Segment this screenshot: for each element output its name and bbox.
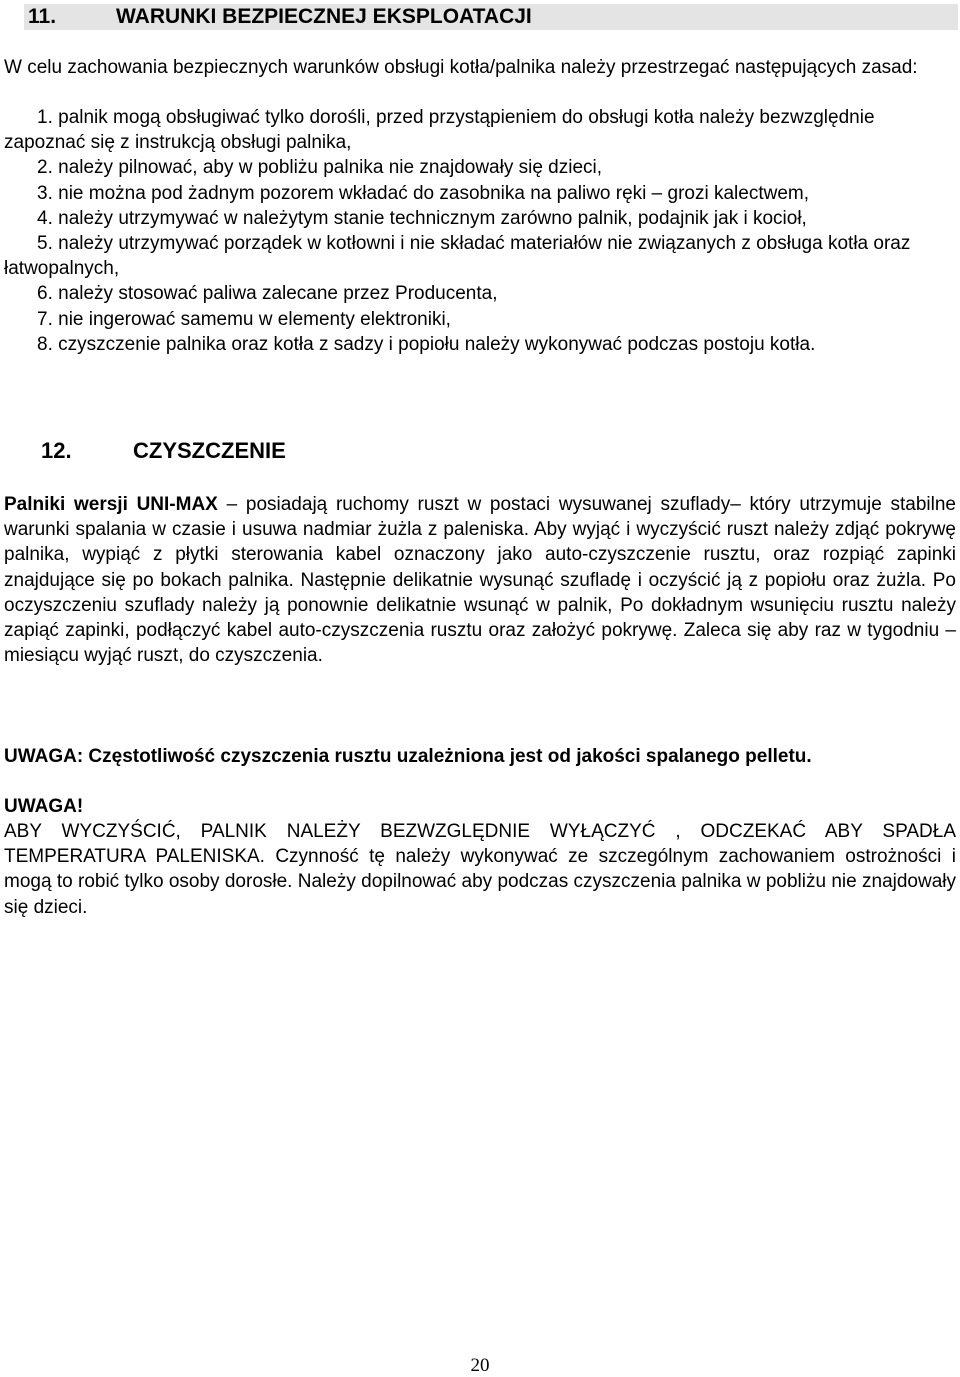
warning-text: ABY WYCZYŚCIĆ, PALNIK NALEŻY BEZWZGLĘDNIE WYŁĄCZYĆ , ODCZEKAĆ ABY SPADŁA TEMPERATURA PALENISKA. Czynność tę należy wykonywać ze szczególnym zachowaniem ostrożności i mogą to robić tylko osoby dorosłe. Należy dopilnować aby podczas czyszczenia palnika w pobliżu nie znajdowały się dzieci.: [4, 821, 956, 918]
list-item: 8. czyszczenie palnika oraz kotła z sadzy i popiołu należy wykonywać podczas postoju kotła.: [37, 333, 816, 355]
list-item: 6. należy stosować paliwa zalecane przez Producenta,: [37, 283, 498, 305]
list-item: 5. należy utrzymywać porządek w kotłowni i nie składać materiałów nie związanych z obsługa kotła oraz łatwopalnych,: [4, 233, 911, 280]
section-11-number: 11.: [28, 5, 57, 28]
warning-frequency: UWAGA: Częstotliwość czyszczenia rusztu uzależniona jest od jakości spalanego pelletu.: [4, 746, 812, 767]
section-11-intro: W celu zachowania bezpiecznych warunków obsługi kotła/palnika należy przestrzegać następujących zasad:: [4, 57, 918, 78]
page-number: 20: [470, 1355, 490, 1376]
section-11-title: WARUNKI BEZPIECZNEJ EKSPLOATACJI: [116, 5, 532, 28]
list-item: 7. nie ingerować samemu w elementy elektroniki,: [37, 308, 451, 330]
list-item: 2. należy pilnować, aby w pobliżu palnika nie znajdowały się dzieci,: [37, 157, 603, 179]
list-item: 4. należy utrzymywać w należytym stanie technicznym zarówno palnik, podajnik jak i kocioł,: [37, 207, 807, 229]
list-item: 3. nie można pod żadnym pozorem wkładać do zasobnika na paliwo ręki – grozi kalectwem,: [37, 182, 810, 204]
warning-heading: UWAGA!: [4, 796, 84, 817]
section-12-heading: [41, 438, 286, 464]
paragraph-bold-lead: Palniki wersji UNI-MAX: [4, 494, 218, 515]
section-11-list: [4, 105, 956, 357]
section-12-paragraph: [4, 492, 956, 668]
list-item: 1. palnik mogą obsługiwać tylko dorośli, przed przystąpieniem do obsługi kotła należy bezwzględnie zapoznać się z instrukcją obsługi palnika,: [4, 107, 875, 154]
paragraph-body: – posiadają ruchomy ruszt w postaci wysuwanej szuflady– który utrzymuje stabilne warunki spalania w czasie i usuwa nadmiar żużla z paleniska. Aby wyjąć i wyczyścić ruszt należy zdjąć pokrywę palnika, wypiąć z płytki sterowania kabel oznaczony jako auto-czyszczenie rusztu, oraz rozpiąć zapinki znajdujące się po bokach palnika. Następnie delikatnie wysunąć szufladę i oczyścić ją z popiołu oraz żużla. Po oczyszczeniu szuflady należy ją ponownie delikatnie wsunąć w palnik, Po dokładnym wsunięciu rusztu należy zapiąć zapinki, podłączyć kabel auto-czyszczenia rusztu oraz założyć pokrywę. Zaleca się aby raz w tygodniu – miesiącu wyjąć ruszt, do czyszczenia.: [4, 494, 956, 667]
section-12-number: 12.: [41, 438, 72, 463]
section-12-title: CZYSZCZENIE: [133, 438, 286, 463]
section-11-heading: [24, 4, 958, 30]
